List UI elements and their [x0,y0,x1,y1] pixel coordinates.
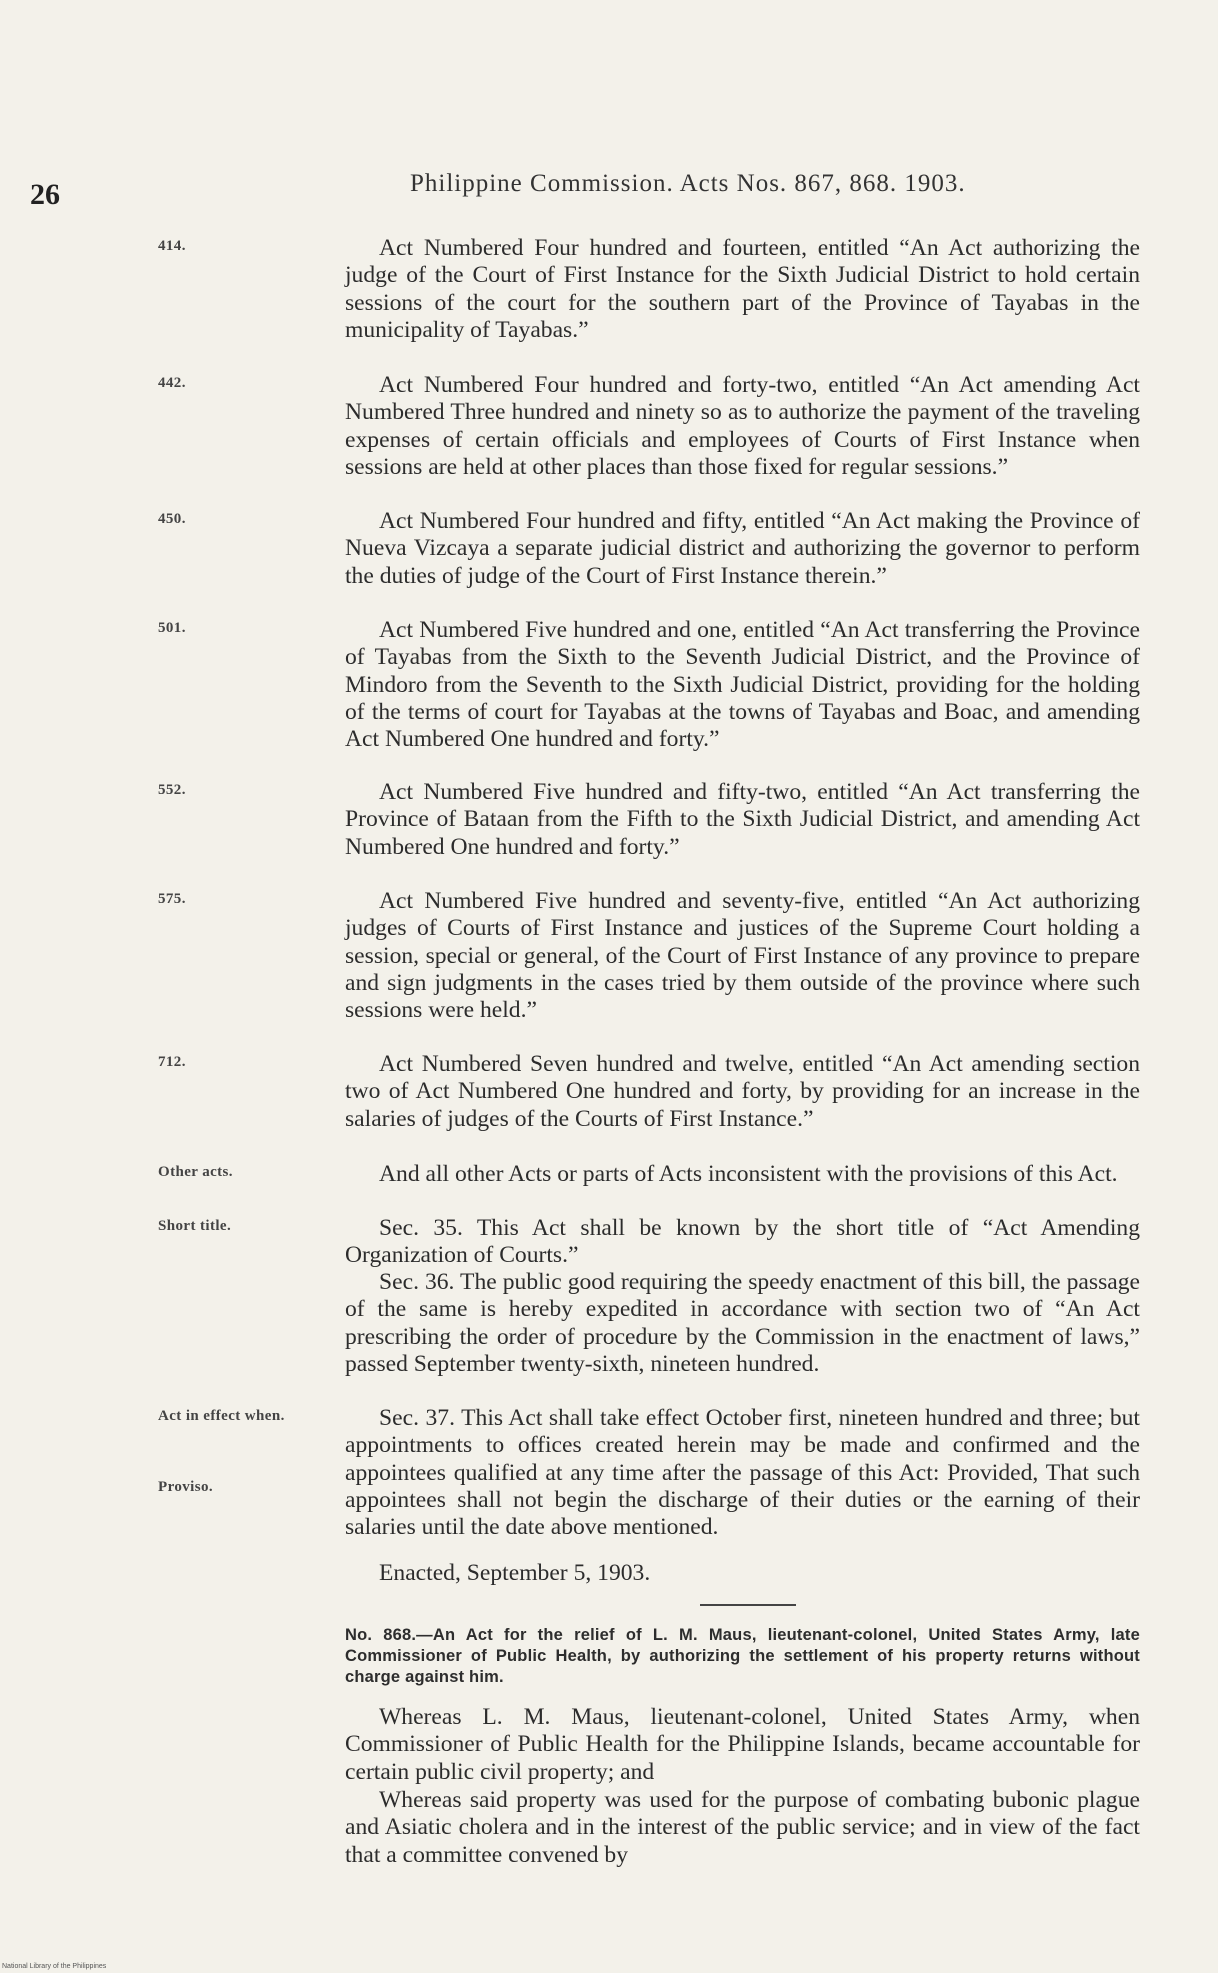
margin-note: Other acts. [158,1164,233,1180]
entry-text: Act Numbered Four hundred and fourteen, entitled “An Act authorizing the judge of the Court of First Instance for the Sixth Judicial District to hold certain sessions of the court for the southern part of the Province of Tayabas in the municipality of Tayabas.” [345,235,1140,343]
margin-note: Short title. [158,1218,232,1234]
section-text: Sec. 35. This Act shall be known by the short title of “Act Amending Organization of Courts.” [345,1215,1140,1269]
footer-watermark: National Library of the Philippines [2,1963,107,1970]
running-head: Philippine Commission. Acts Nos. 867, 868. 1903. [410,170,966,197]
section-text: Sec. 37. This Act shall take effect October first, nineteen hundred and three; but appointments to offices created herein may be made and confirmed and the appointees qualified at any time after the passage of this Act: Provided, That such appointees shall not begin the discharge of their duties or the earning of their salaries until the date above mentioned. [345,1405,1140,1541]
act-868-paragraph: Whereas said property was used for the purpose of combating bubonic plague and Asiatic cholera and in the interest of the public service; and in view of the fact that a committee convened by [345,1787,1140,1868]
margin-note: 712. [158,1054,186,1070]
entry-text: Act Numbered Five hundred and fifty-two, entitled “An Act transferring the Province of Bataan from the Fifth to the Sixth Judicial District, and amending Act Numbered One hundred and forty.” [345,779,1140,860]
act-868-header: No. 868.—An Act for the relief of L. M. Maus, lieutenant-colonel, United States Army, late Commissioner of Public Health, by authorizing the settlement of his property returns without charge against him. [345,1626,1140,1686]
entry-text: And all other Acts or parts of Acts inconsistent with the provisions of this Act. [379,1161,1118,1187]
act-868-paragraph: Whereas L. M. Maus, lieutenant-colonel, United States Army, when Commissioner of Public Health for the Philippine Islands, became accountable for certain public civil property; and [345,1704,1140,1785]
entry-text: Act Numbered Four hundred and fifty, entitled “An Act making the Province of Nueva Vizcaya a separate judicial district and authorizing the governor to perform the duties of judge of the Court of First Instance therein.” [345,508,1140,589]
entry-text: Act Numbered Seven hundred and twelve, entitled “An Act amending section two of Act Numbered One hundred and forty, by providing for an increase in the salaries of judges of the Courts of First Instance.” [345,1051,1140,1132]
margin-note: Act in effect when. [158,1408,285,1424]
margin-note: 450. [158,511,186,527]
enacted-text: Enacted, September 5, 1903. [379,1560,651,1586]
entry-text: Act Numbered Four hundred and forty-two, entitled “An Act amending Act Numbered Three hundred and ninety so as to authorize the payment of the traveling expenses of certain officials and employees of Courts of First Instance when sessions are held at other places than those fixed for regular sessions.” [345,372,1140,480]
margin-note: 575. [158,891,186,907]
entry-text: Act Numbered Five hundred and seventy-five, entitled “An Act authorizing judges of Courts of First Instance and justices of the Supreme Court holding a session, special or general, of the Court of First Instance of any province to prepare and sign judgments in the cases tried by them outside of the province where such sessions were held.” [345,888,1140,1024]
section-divider [700,1604,796,1606]
margin-note: 414. [158,238,186,254]
margin-note: 501. [158,620,186,636]
margin-note: 442. [158,375,186,391]
page-number: 26 [30,178,60,211]
margin-note: 552. [158,782,186,798]
proviso-note: Proviso. [158,1479,214,1495]
section-text: Sec. 36. The public good requiring the speedy enactment of this bill, the passage of the same is hereby expedited in accordance with section two of “An Act prescribing the order of procedure by the Commission in the enactment of laws,” passed September twenty-sixth, nineteen hundred. [345,1269,1140,1377]
entry-text: Act Numbered Five hundred and one, entitled “An Act transferring the Province of Tayabas from the Sixth to the Seventh Judicial District, and the Province of Mindoro from the Seventh to the Sixth Judicial District, providing for the holding of the terms of court for Tayabas at the towns of Tayabas and Boac, and amending Act Numbered One hundred and forty.” [345,617,1140,753]
